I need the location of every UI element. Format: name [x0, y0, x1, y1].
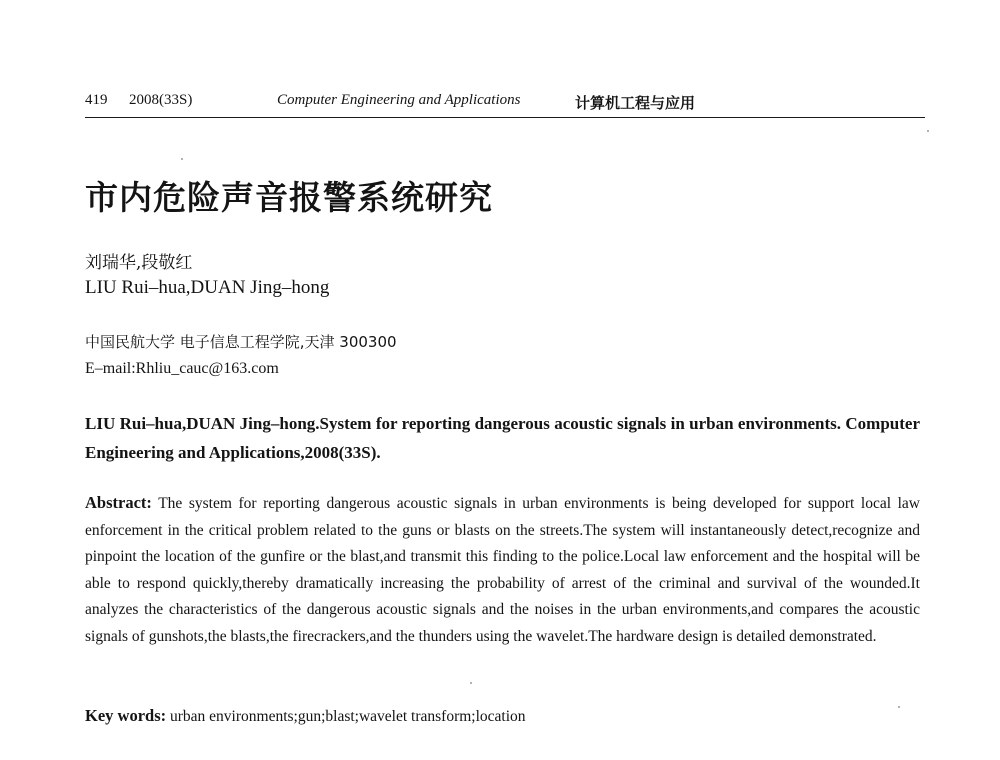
- scan-speck: [470, 682, 472, 684]
- abstract-label: Abstract:: [85, 493, 152, 512]
- authors-zh: 刘瑞华,段敬红: [85, 253, 193, 273]
- scan-speck: [898, 706, 900, 708]
- journal-name-zh: 计算机工程与应用: [575, 94, 696, 112]
- english-citation: LIU Rui–hua,DUAN Jing–hong.System for reporting dangerous acoustic signals in urban environments. Computer Engineering and Applications,2008(33S).: [85, 414, 920, 462]
- affiliation: 中国民航大学 电子信息工程学院,天津 300300: [85, 333, 397, 351]
- author-email: E–mail:Rhliu_cauc@163.com: [85, 360, 279, 377]
- keywords-text: urban environments;gun;blast;wavelet transform;location: [170, 708, 526, 725]
- abstract: [85, 490, 920, 650]
- scan-speck: [181, 158, 183, 160]
- header-rule: [85, 117, 925, 118]
- keywords-label: Key words:: [85, 706, 167, 725]
- article-title: 市内危险声音报警系统研究: [85, 178, 493, 217]
- authors-en: LIU Rui–hua,DUAN Jing–hong: [85, 277, 330, 298]
- journal-name-en: Computer Engineering and Applications: [277, 92, 521, 108]
- running-header: [85, 92, 925, 114]
- abstract-text: The system for reporting dangerous acoustic signals in urban environments is being developed for support local law enforcement in the critical problem related to the guns or blasts on the streets.The system will instantaneously detect,recognize and pinpoint the location of the gunfire or the blast,and transmit this finding to the police.Local law enforcement and the hospital will be able to respond quickly,thereby dramatically increasing the probability of arrest of the criminal and survival of the wounded.It analyzes the characteristics of the dangerous acoustic signals and the noises in the urban environments,and compares the acoustic signals of gunshots,the blasts,the firecrackers,and the thunders using the wavelet.The hardware design is detailed demonstrated.: [85, 495, 920, 645]
- issue-number: 2008(33S): [129, 92, 193, 108]
- scan-speck: [927, 130, 929, 132]
- page-number: 419: [85, 92, 108, 108]
- keywords: [85, 703, 920, 730]
